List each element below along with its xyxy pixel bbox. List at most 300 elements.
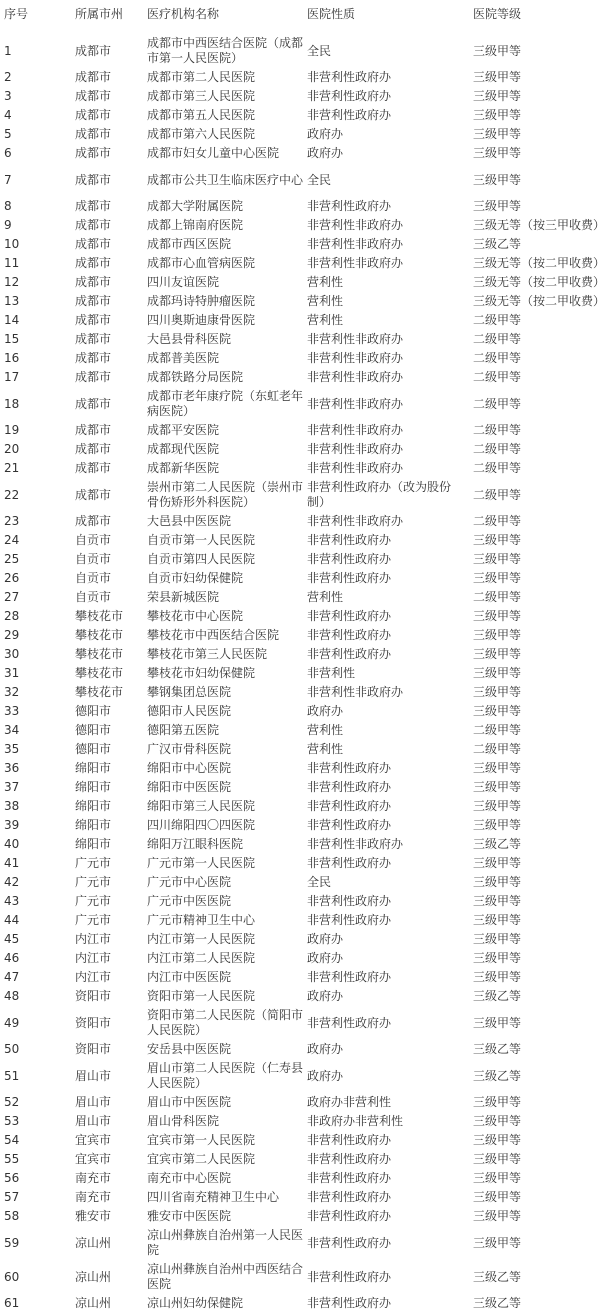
- cell-level: 三级甲等: [473, 108, 522, 122]
- table-row: [0, 387, 614, 421]
- cell-level: 三级甲等: [473, 894, 522, 908]
- cell-level: 三级甲等: [473, 1235, 522, 1250]
- table-row: [0, 349, 614, 368]
- table-row: [0, 512, 614, 531]
- cell-city: 成都市: [75, 396, 112, 411]
- cell-no: 38: [4, 799, 20, 813]
- table-row: [0, 254, 614, 273]
- cell-nature: 非营利性政府办: [307, 1269, 392, 1284]
- cell-no: 54: [4, 1133, 20, 1147]
- cell-name: 四川奥斯迪康骨医院: [147, 313, 256, 327]
- cell-nature: 非营利性政府办: [307, 1015, 392, 1030]
- cell-nature: 非政府办非营利性: [307, 1114, 404, 1128]
- cell-no: 58: [4, 1209, 20, 1223]
- cell-city: 成都市: [75, 514, 112, 528]
- cell-name: 成都平安医院: [147, 423, 220, 437]
- cell-name: 成都市心血管病医院: [147, 256, 256, 270]
- cell-name: 荣县新城医院: [147, 590, 220, 604]
- table-row: [0, 1006, 614, 1040]
- cell-name: 成都新华医院: [147, 461, 220, 475]
- cell-city: 成都市: [75, 461, 112, 475]
- cell-name: 攀枝花市妇幼保健院: [147, 666, 256, 680]
- cell-name: 四川友谊医院: [147, 275, 220, 289]
- cell-level: 三级甲等: [473, 818, 522, 832]
- cell-level: 三级甲等: [473, 1133, 522, 1147]
- table-row: [0, 87, 614, 106]
- table-row: [0, 1169, 614, 1188]
- cell-city: 内江市: [75, 932, 112, 946]
- table-row: [0, 197, 614, 216]
- cell-no: 18: [4, 396, 20, 411]
- cell-nature: 非营利性政府办: [307, 552, 392, 566]
- cell-no: 22: [4, 487, 20, 502]
- cell-nature: 政府办非营利性: [307, 1095, 392, 1109]
- cell-level: 二级甲等: [473, 370, 522, 384]
- cell-name: 成都上锦南府医院: [147, 218, 244, 232]
- cell-city: 成都市: [75, 218, 112, 232]
- header-nature: 医院性质: [307, 7, 356, 21]
- cell-nature: 政府办: [307, 932, 344, 946]
- cell-name: 成都大学附属医院: [147, 199, 244, 213]
- cell-city: 自贡市: [75, 533, 112, 547]
- cell-name: 内江市中医医院: [147, 970, 232, 984]
- cell-name: 广汉市骨科医院: [147, 742, 232, 756]
- cell-city: 绵阳市: [75, 761, 112, 775]
- cell-level: 三级甲等: [473, 70, 522, 84]
- cell-level: 二级甲等: [473, 332, 522, 346]
- cell-no: 13: [4, 294, 20, 308]
- cell-no: 50: [4, 1042, 20, 1056]
- cell-level: 三级甲等: [473, 761, 522, 775]
- table-row: [0, 588, 614, 607]
- cell-level: 三级甲等: [473, 571, 522, 585]
- cell-nature: 营利性: [307, 275, 344, 289]
- cell-name: 成都市第三人民医院: [147, 89, 256, 103]
- cell-nature: 非营利性非政府办: [307, 332, 404, 346]
- table-row: [0, 292, 614, 311]
- cell-level: 二级甲等: [473, 442, 522, 456]
- cell-no: 42: [4, 875, 20, 889]
- cell-nature: 非营利性政府办: [307, 913, 392, 927]
- cell-name: 安岳县中医医院: [147, 1042, 232, 1056]
- cell-name: 成都市妇女儿童中心医院: [147, 146, 280, 160]
- cell-level: 三级甲等: [473, 780, 522, 794]
- cell-no: 61: [4, 1296, 20, 1310]
- table-row: [0, 740, 614, 759]
- cell-city: 成都市: [75, 89, 112, 103]
- cell-city: 成都市: [75, 237, 112, 251]
- cell-city: 成都市: [75, 442, 112, 456]
- cell-nature: 全民: [307, 172, 332, 187]
- cell-no: 17: [4, 370, 20, 384]
- cell-no: 47: [4, 970, 20, 984]
- cell-no: 24: [4, 533, 20, 547]
- table-row: [0, 1207, 614, 1226]
- table-row: [0, 1059, 614, 1093]
- cell-name: 自贡市第四人民医院: [147, 552, 256, 566]
- cell-no: 11: [4, 256, 20, 270]
- cell-level: 三级甲等: [473, 970, 522, 984]
- cell-no: 10: [4, 237, 20, 251]
- cell-nature: 政府办: [307, 989, 344, 1003]
- cell-nature: 非营利性政府办: [307, 856, 392, 870]
- cell-name: 攀钢集团总医院: [147, 685, 232, 699]
- cell-name: 成都现代医院: [147, 442, 220, 456]
- cell-level: 三级甲等: [473, 1209, 522, 1223]
- cell-level: 二级甲等: [473, 351, 522, 365]
- header-level: 医院等级: [473, 7, 522, 21]
- cell-name: 成都铁路分局医院: [147, 370, 244, 384]
- table-row: [0, 702, 614, 721]
- cell-nature: 非营利性政府办: [307, 533, 392, 547]
- cell-city: 成都市: [75, 487, 112, 502]
- table-row: [0, 106, 614, 125]
- cell-level: 三级甲等: [473, 704, 522, 718]
- cell-no: 49: [4, 1015, 20, 1030]
- cell-city: 广元市: [75, 856, 112, 870]
- table-row: [0, 930, 614, 949]
- cell-city: 绵阳市: [75, 799, 112, 813]
- table-row: [0, 34, 614, 68]
- cell-city: 成都市: [75, 256, 112, 270]
- cell-name: 攀枝花市第三人民医院: [147, 647, 268, 661]
- cell-nature: 非营利性政府办: [307, 761, 392, 775]
- cell-name: 成都市公共卫生临床医疗中心: [147, 172, 303, 187]
- cell-city: 内江市: [75, 951, 112, 965]
- cell-no: 29: [4, 628, 20, 642]
- table-row: [0, 1260, 614, 1294]
- cell-name: 成都玛诗特肿瘤医院: [147, 294, 256, 308]
- table-row: [0, 273, 614, 292]
- cell-city: 广元市: [75, 913, 112, 927]
- cell-nature: 非营利性政府办: [307, 1209, 392, 1223]
- cell-nature: 非营利性政府办: [307, 609, 392, 623]
- cell-name: 四川绵阳四〇四医院: [147, 818, 256, 832]
- cell-nature: 非营利性非政府办: [307, 423, 404, 437]
- table-row: [0, 68, 614, 87]
- cell-level: 三级无等（按二甲收费）: [473, 294, 606, 308]
- cell-no: 36: [4, 761, 20, 775]
- cell-no: 60: [4, 1269, 20, 1284]
- cell-no: 1: [4, 43, 12, 58]
- cell-no: 31: [4, 666, 20, 680]
- cell-city: 德阳市: [75, 704, 112, 718]
- table-row: [0, 1226, 614, 1260]
- cell-nature: 非营利性: [307, 666, 356, 680]
- cell-level: 三级无等（按二甲收费）: [473, 256, 606, 270]
- cell-no: 3: [4, 89, 12, 103]
- cell-city: 内江市: [75, 970, 112, 984]
- table-row: [0, 835, 614, 854]
- cell-level: 二级甲等: [473, 723, 522, 737]
- cell-name: 绵阳市第三人民医院: [147, 799, 256, 813]
- cell-level: 二级甲等: [473, 487, 522, 502]
- cell-city: 眉山市: [75, 1114, 112, 1128]
- cell-no: 25: [4, 552, 20, 566]
- cell-name: 凉山州彝族自治州第一人民医院: [147, 1228, 303, 1257]
- cell-name: 广元市中医医院: [147, 894, 232, 908]
- cell-no: 2: [4, 70, 12, 84]
- cell-level: 三级甲等: [473, 43, 522, 58]
- cell-no: 35: [4, 742, 20, 756]
- cell-no: 46: [4, 951, 20, 965]
- cell-no: 39: [4, 818, 20, 832]
- cell-nature: 非营利性政府办: [307, 89, 392, 103]
- cell-city: 德阳市: [75, 742, 112, 756]
- cell-city: 攀枝花市: [75, 609, 124, 623]
- cell-name: 成都市老年康疗院（东虹老年病医院）: [147, 389, 303, 418]
- table-row: [0, 1150, 614, 1169]
- cell-nature: 非营利性非政府办: [307, 396, 404, 411]
- cell-name: 成都市西区医院: [147, 237, 232, 251]
- cell-city: 成都市: [75, 172, 112, 187]
- table-row: [0, 1188, 614, 1207]
- cell-nature: 非营利性非政府办: [307, 237, 404, 251]
- table-row: [0, 531, 614, 550]
- cell-no: 12: [4, 275, 20, 289]
- cell-name: 眉山骨科医院: [147, 1114, 220, 1128]
- cell-level: 三级乙等: [473, 1068, 522, 1083]
- cell-name: 资阳市第一人民医院: [147, 989, 256, 1003]
- cell-city: 德阳市: [75, 723, 112, 737]
- table-row: [0, 987, 614, 1006]
- table-row: [0, 235, 614, 254]
- cell-nature: 非营利性非政府办: [307, 685, 404, 699]
- cell-no: 21: [4, 461, 20, 475]
- cell-city: 资阳市: [75, 1015, 112, 1030]
- cell-level: 三级甲等: [473, 609, 522, 623]
- cell-nature: 非营利性非政府办: [307, 837, 404, 851]
- table-row: [0, 968, 614, 987]
- table-row: [0, 163, 614, 197]
- cell-no: 33: [4, 704, 20, 718]
- cell-level: 三级乙等: [473, 1269, 522, 1284]
- cell-level: 三级甲等: [473, 146, 522, 160]
- cell-no: 9: [4, 218, 12, 232]
- cell-level: 三级甲等: [473, 932, 522, 946]
- cell-nature: 非营利性非政府办: [307, 351, 404, 365]
- cell-city: 成都市: [75, 370, 112, 384]
- cell-no: 27: [4, 590, 20, 604]
- cell-name: 大邑县骨科医院: [147, 332, 232, 346]
- table-row: [0, 873, 614, 892]
- cell-city: 攀枝花市: [75, 647, 124, 661]
- table-row: [0, 892, 614, 911]
- table-row: [0, 607, 614, 626]
- cell-nature: 非营利性政府办: [307, 571, 392, 585]
- table-row: [0, 911, 614, 930]
- cell-city: 眉山市: [75, 1095, 112, 1109]
- cell-name: 绵阳市中心医院: [147, 761, 232, 775]
- cell-level: 三级乙等: [473, 1042, 522, 1056]
- cell-nature: 非营利性政府办: [307, 108, 392, 122]
- cell-city: 广元市: [75, 894, 112, 908]
- cell-name: 内江市第一人民医院: [147, 932, 256, 946]
- cell-no: 32: [4, 685, 20, 699]
- cell-city: 眉山市: [75, 1068, 112, 1083]
- cell-no: 55: [4, 1152, 20, 1166]
- cell-nature: 非营利性非政府办: [307, 442, 404, 456]
- cell-no: 19: [4, 423, 20, 437]
- table-row: [0, 459, 614, 478]
- cell-city: 宜宾市: [75, 1152, 112, 1166]
- cell-city: 宜宾市: [75, 1133, 112, 1147]
- table-row: [0, 440, 614, 459]
- cell-level: 三级甲等: [473, 552, 522, 566]
- cell-city: 凉山州: [75, 1269, 112, 1284]
- table-row: [0, 311, 614, 330]
- cell-level: 二级甲等: [473, 396, 522, 411]
- cell-name: 凉山州妇幼保健院: [147, 1296, 244, 1310]
- cell-nature: 非营利性政府办: [307, 780, 392, 794]
- table-row: [0, 125, 614, 144]
- cell-level: 三级无等（按二甲收费）: [473, 275, 606, 289]
- table-row: [0, 330, 614, 349]
- cell-city: 绵阳市: [75, 780, 112, 794]
- cell-nature: 非营利性政府办: [307, 70, 392, 84]
- cell-no: 43: [4, 894, 20, 908]
- cell-nature: 非营利性政府办: [307, 799, 392, 813]
- cell-name: 雅安市中医医院: [147, 1209, 232, 1223]
- cell-nature: 非营利性政府办: [307, 1171, 392, 1185]
- cell-no: 40: [4, 837, 20, 851]
- cell-city: 成都市: [75, 351, 112, 365]
- cell-city: 攀枝花市: [75, 628, 124, 642]
- cell-name: 攀枝花市中西医结合医院: [147, 628, 280, 642]
- cell-name: 自贡市第一人民医院: [147, 533, 256, 547]
- cell-no: 53: [4, 1114, 20, 1128]
- cell-level: 三级甲等: [473, 856, 522, 870]
- cell-city: 成都市: [75, 146, 112, 160]
- cell-name: 广元市第一人民医院: [147, 856, 256, 870]
- cell-no: 41: [4, 856, 20, 870]
- cell-name: 广元市精神卫生中心: [147, 913, 256, 927]
- cell-city: 凉山州: [75, 1235, 112, 1250]
- table-row: [0, 144, 614, 163]
- cell-nature: 政府办: [307, 704, 344, 718]
- cell-name: 资阳市第二人民医院（简阳市人民医院）: [147, 1008, 303, 1037]
- cell-no: 48: [4, 989, 20, 1003]
- table-row: [0, 478, 614, 512]
- cell-no: 20: [4, 442, 20, 456]
- cell-nature: 非营利性非政府办: [307, 218, 404, 232]
- cell-level: 三级甲等: [473, 913, 522, 927]
- cell-nature: 营利性: [307, 590, 344, 604]
- table-header-row: [0, 0, 614, 34]
- cell-nature: 非营利性政府办: [307, 818, 392, 832]
- cell-name: 大邑县中医医院: [147, 514, 232, 528]
- cell-no: 16: [4, 351, 20, 365]
- table-row: [0, 421, 614, 440]
- cell-level: 三级甲等: [473, 1171, 522, 1185]
- cell-name: 成都市中西医结合医院（成都市第一人民医院）: [147, 36, 303, 65]
- cell-nature: 政府办: [307, 1042, 344, 1056]
- cell-city: 绵阳市: [75, 837, 112, 851]
- cell-nature: 非营利性政府办: [307, 1190, 392, 1204]
- table-body: [0, 34, 614, 1313]
- cell-no: 56: [4, 1171, 20, 1185]
- cell-city: 成都市: [75, 70, 112, 84]
- cell-city: 绵阳市: [75, 818, 112, 832]
- cell-level: 三级甲等: [473, 1015, 522, 1030]
- cell-name: 成都市第二人民医院: [147, 70, 256, 84]
- cell-nature: 非营利性非政府办: [307, 461, 404, 475]
- cell-level: 二级甲等: [473, 423, 522, 437]
- cell-city: 成都市: [75, 199, 112, 213]
- cell-level: 三级甲等: [473, 666, 522, 680]
- cell-city: 南充市: [75, 1171, 112, 1185]
- cell-level: 三级甲等: [473, 647, 522, 661]
- cell-name: 成都市第五人民医院: [147, 108, 256, 122]
- table-row: [0, 368, 614, 387]
- cell-no: 44: [4, 913, 20, 927]
- cell-level: 三级甲等: [473, 875, 522, 889]
- cell-name: 凉山州彝族自治州中西医结合医院: [147, 1262, 303, 1291]
- cell-level: 二级甲等: [473, 313, 522, 327]
- cell-no: 15: [4, 332, 20, 346]
- cell-no: 45: [4, 932, 20, 946]
- cell-nature: 全民: [307, 875, 332, 889]
- cell-level: 三级甲等: [473, 172, 522, 187]
- header-city: 所属市州: [75, 7, 124, 21]
- cell-nature: 非营利性政府办: [307, 894, 392, 908]
- cell-name: 宜宾市第二人民医院: [147, 1152, 256, 1166]
- cell-no: 52: [4, 1095, 20, 1109]
- table-row: [0, 569, 614, 588]
- cell-name: 眉山市第二人民医院（仁寿县人民医院）: [147, 1061, 303, 1090]
- cell-city: 广元市: [75, 875, 112, 889]
- cell-no: 57: [4, 1190, 20, 1204]
- cell-level: 三级甲等: [473, 199, 522, 213]
- table-row: [0, 1131, 614, 1150]
- table-row: [0, 550, 614, 569]
- cell-nature: 政府办: [307, 146, 344, 160]
- cell-name: 德阳第五医院: [147, 723, 220, 737]
- cell-city: 雅安市: [75, 1209, 112, 1223]
- cell-name: 自贡市妇幼保健院: [147, 571, 244, 585]
- cell-nature: 非营利性政府办（改为股份制）: [307, 480, 452, 509]
- cell-no: 59: [4, 1235, 20, 1250]
- cell-no: 26: [4, 571, 20, 585]
- cell-level: 三级无等（按三甲收费）: [473, 218, 606, 232]
- cell-city: 南充市: [75, 1190, 112, 1204]
- cell-city: 攀枝花市: [75, 666, 124, 680]
- table-row: [0, 759, 614, 778]
- cell-nature: 非营利性政府办: [307, 1152, 392, 1166]
- cell-name: 眉山市中医医院: [147, 1095, 232, 1109]
- cell-city: 成都市: [75, 43, 112, 58]
- cell-level: 三级乙等: [473, 237, 522, 251]
- cell-level: 三级乙等: [473, 989, 522, 1003]
- cell-city: 凉山州: [75, 1296, 112, 1310]
- cell-nature: 非营利性政府办: [307, 647, 392, 661]
- cell-level: 三级甲等: [473, 89, 522, 103]
- table-row: [0, 816, 614, 835]
- cell-city: 成都市: [75, 332, 112, 346]
- table-row: [0, 626, 614, 645]
- cell-level: 三级乙等: [473, 1296, 522, 1310]
- cell-level: 三级甲等: [473, 1190, 522, 1204]
- cell-no: 14: [4, 313, 20, 327]
- cell-no: 8: [4, 199, 12, 213]
- cell-nature: 非营利性非政府办: [307, 256, 404, 270]
- cell-name: 内江市第二人民医院: [147, 951, 256, 965]
- table-row: [0, 216, 614, 235]
- cell-city: 成都市: [75, 127, 112, 141]
- cell-city: 成都市: [75, 108, 112, 122]
- cell-nature: 非营利性政府办: [307, 199, 392, 213]
- cell-level: 二级甲等: [473, 590, 522, 604]
